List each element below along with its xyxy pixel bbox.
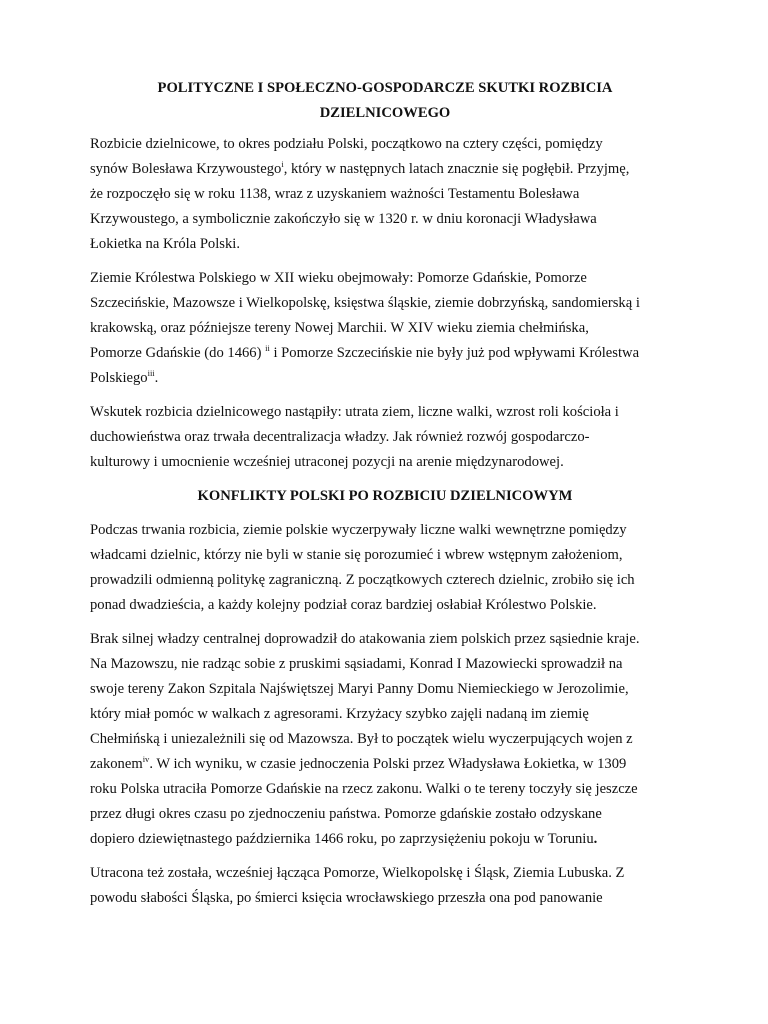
text-line: ponad dwadzieścia, a każdy kolejny podział coraz bardziej osłabiał Królestwo Polskie. (90, 597, 597, 613)
text-line: swoje tereny Zakon Szpitala Najświętszej Maryi Panny Domu Niemieckiego w Jerozolimie, (90, 681, 629, 697)
text-line: że rozpoczęło się w roku 1138, wraz z uzyskaniem ważności Testamentu Bolesława (90, 186, 580, 202)
text-line (90, 157, 680, 182)
footnote-ref-4[interactable]: iv (142, 754, 150, 765)
footnote-ref-3[interactable]: iii (147, 368, 155, 379)
paragraph-2 (90, 266, 680, 391)
text-line (90, 752, 680, 777)
text-line (90, 366, 680, 391)
text-line: Utracona też została, wcześniej łącząca Pomorze, Wielkopolskę i Śląsk, Ziemia Lubuska. Z (90, 865, 625, 881)
text-run: . W ich wyniku, w czasie jednoczenia Polski przez Władysława Łokietka, w 1309 (149, 756, 627, 772)
text-line: kulturowy i umocnienie wcześniej utraconej pozycji na arenie międzynarodowej. (90, 454, 564, 470)
document-title (90, 76, 680, 126)
text-line: Rozbicie dzielnicowe, to okres podziału Polski, początkowo na cztery części, pomiędzy (90, 136, 603, 152)
text-run: . (593, 831, 598, 847)
text-run: , który w następnych latach znacznie się pogłębił. Przyjmę, (283, 161, 630, 177)
text-run: Polskiego (90, 370, 148, 386)
text-line: Brak silnej władzy centralnej doprowadził do atakowania ziem polskich przez sąsiednie kraje. (90, 631, 640, 647)
text-line: powodu słabości Śląska, po śmierci księcia wrocławskiego przeszła ona pod panowanie (90, 890, 603, 906)
text-line: prowadzili odmienną politykę zagraniczną. Z początkowych czterech dzielnic, zrobiło się ich (90, 572, 635, 588)
text-run: zakonem (90, 756, 143, 772)
paragraph-6 (90, 861, 680, 911)
footnote-ref-2[interactable]: ii (265, 343, 270, 354)
paragraph-1 (90, 132, 680, 257)
text-run: . (154, 370, 159, 386)
text-line (90, 341, 680, 366)
title-line-1: POLITYCZNE I SPOŁECZNO-GOSPODARCZE SKUTKI ROZBICIA (157, 80, 613, 96)
text-line: Szczecińskie, Mazowsze i Wielkopolskę, księstwa śląskie, ziemie dobrzyńską, sandomierską i (90, 295, 640, 311)
text-line: który miał pomóc w walkach z agresorami. Krzyżacy szybko zajęli nadaną im ziemię (90, 706, 589, 722)
text-run: Pomorze Gdańskie (do 1466) (90, 345, 266, 361)
text-run: i Pomorze Szczecińskie nie były już pod wpływami Królestwa (269, 345, 640, 361)
footnote-ref-1[interactable]: i (281, 159, 284, 170)
text-line (90, 827, 680, 852)
document-page (90, 76, 680, 920)
text-line: Chełmińską i uniezależnili się od Mazowsza. Był to początek wielu wyczerpujących wojen z (90, 731, 633, 747)
text-line: Podczas trwania rozbicia, ziemie polskie wyczerpywały liczne walki wewnętrzne pomiędzy (90, 522, 627, 538)
text-line: Ziemie Królestwa Polskiego w XII wieku obejmowały: Pomorze Gdańskie, Pomorze (90, 270, 587, 286)
section-heading: KONFLIKTY POLSKI PO ROZBICIU DZIELNICOWYM (197, 488, 573, 504)
paragraph-4 (90, 518, 680, 618)
text-line: krakowską, oraz późniejsze tereny Nowej Marchii. W XIV wieku ziemia chełmińska, (90, 320, 589, 336)
text-line: duchowieństwa oraz trwała decentralizacja władzy. Jak również rozwój gospodarczo- (90, 429, 590, 445)
paragraph-5 (90, 627, 680, 852)
paragraph-3 (90, 400, 680, 475)
text-run: dopiero dziewiętnastego października 1466 roku, po zaprzysiężeniu pokoju w Toruniu (90, 831, 594, 847)
text-line: Łokietka na Króla Polski. (90, 236, 240, 252)
text-line: Na Mazowszu, nie radząc sobie z pruskimi sąsiadami, Konrad I Mazowiecki sprowadził na (90, 656, 623, 672)
text-line: przez długi okres czasu po zjednoczeniu państwa. Pomorze gdańskie zostało odzyskane (90, 806, 602, 822)
text-line: roku Polska utraciła Pomorze Gdańskie na rzecz zakonu. Walki o te tereny toczyły się jeszcze (90, 781, 638, 797)
text-line: władcami dzielnic, którzy nie byli w stanie się porozumieć i wbrew wstępnym założeniom, (90, 547, 623, 563)
text-line: Wskutek rozbicia dzielnicowego nastąpiły: utrata ziem, liczne walki, wzrost roli kościoła i (90, 404, 619, 420)
text-line: Krzywoustego, a symbolicznie zakończyło się w 1320 r. w dniu koronacji Władysława (90, 211, 597, 227)
text-run: synów Bolesława Krzywoustego (90, 161, 282, 177)
title-line-2: DZIELNICOWEGO (319, 105, 451, 121)
